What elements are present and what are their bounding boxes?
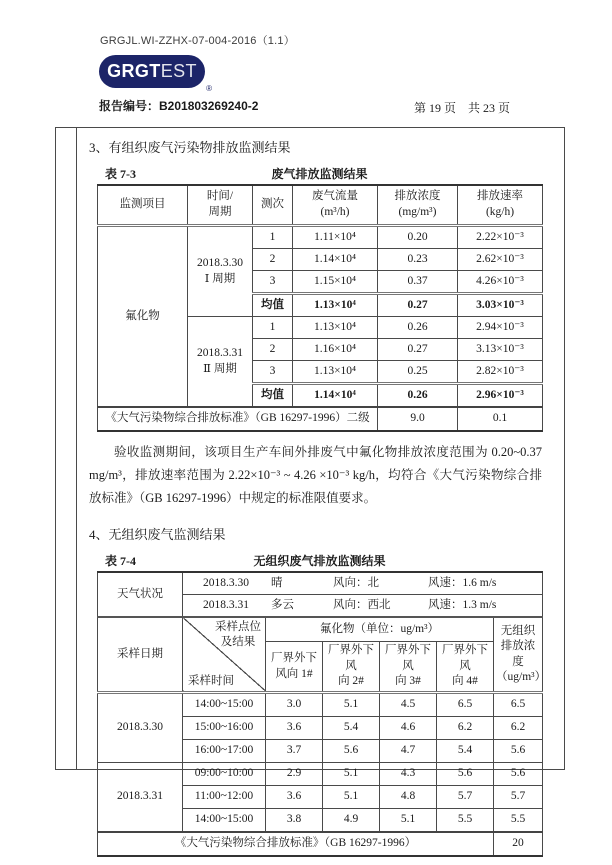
cell-date-1: 2018.3.30 <box>98 692 183 762</box>
cell: 4.26×10⁻³ <box>458 271 543 294</box>
cell: 0.25 <box>378 361 458 384</box>
cell: 1.15×10⁴ <box>293 271 378 294</box>
cell: 4.8 <box>380 785 437 808</box>
cell: 4.5 <box>380 692 437 716</box>
report-number-line <box>99 97 258 114</box>
cell: 1 <box>253 317 293 339</box>
cell: 09:00~10:00 <box>183 762 266 785</box>
column-header-point-2: 厂界外下风 向 2# <box>323 642 380 693</box>
table-7-4-header-row-1 <box>98 617 543 642</box>
logo-text-light: EST <box>160 61 197 81</box>
cell: 5.1 <box>380 808 437 832</box>
section-4-title: 4、无组织废气监测结果 <box>89 527 226 543</box>
column-header-fugitive-concentration: 无组织 排放浓度 （ug/m³） <box>494 617 543 692</box>
cell: 14:00~15:00 <box>183 808 266 832</box>
cell: 5.5 <box>494 808 543 832</box>
cell: 1.16×10⁴ <box>293 339 378 361</box>
table-7-3-header-row <box>98 185 543 226</box>
cell: 5.1 <box>323 762 380 785</box>
cell: 5.6 <box>323 739 380 762</box>
content-area <box>77 128 564 850</box>
cell: 3.7 <box>266 739 323 762</box>
cell: 5.6 <box>437 762 494 785</box>
table-7-3 <box>97 184 543 432</box>
cell-mean-label: 均值 <box>253 294 293 317</box>
cell: 6.2 <box>437 716 494 739</box>
cell: 14:00~15:00 <box>183 692 266 716</box>
table-row <box>98 226 543 249</box>
table-7-4-caption <box>97 552 542 569</box>
column-header-pollutant: 氟化物（单位：ug/m³） <box>266 617 494 642</box>
cell: 0.26 <box>378 384 458 408</box>
cell: 1 <box>253 226 293 249</box>
column-header-sample-date: 采样日期 <box>98 617 183 692</box>
cell-weather-info-2: 2018.3.31 多云 风向：西北 风速：1.3 m/s <box>183 595 543 618</box>
table-row <box>98 762 543 785</box>
cell: 5.4 <box>323 716 380 739</box>
cell: 5.7 <box>437 785 494 808</box>
cell: 2.96×10⁻³ <box>458 384 543 408</box>
cell: 0.37 <box>378 271 458 294</box>
cell: 2 <box>253 339 293 361</box>
cell: 5.1 <box>323 692 380 716</box>
cell: 4.7 <box>380 739 437 762</box>
diagonal-header-cell: 采样点位 及结果 采样时间 <box>183 617 266 692</box>
cell-weather-info-1: 2018.3.30 晴 风向：北 风速：1.6 m/s <box>183 572 543 595</box>
cell: 2 <box>253 249 293 271</box>
cell: 0.27 <box>378 294 458 317</box>
table-7-4-title: 无组织废气排放监测结果 <box>253 554 386 569</box>
cell-standard-value: 20 <box>494 832 543 856</box>
registered-mark-icon: ® <box>206 84 212 93</box>
cell: 3.8 <box>266 808 323 832</box>
table-row <box>98 692 543 716</box>
page-indicator: 第 19 页 共 23 页 <box>414 101 511 115</box>
cell: 2.94×10⁻³ <box>458 317 543 339</box>
cell: 3 <box>253 271 293 294</box>
table-7-3-label: 表 7-3 <box>105 167 136 181</box>
grgtest-logo <box>99 55 212 93</box>
cell: 4.9 <box>323 808 380 832</box>
column-header-point-1: 厂界外下 风向 1# <box>266 642 323 693</box>
cell: 5.7 <box>494 785 543 808</box>
column-header-concentration: 排放浓度 (mg/m³) <box>378 185 458 226</box>
cell: 0.23 <box>378 249 458 271</box>
cell: 5.1 <box>323 785 380 808</box>
cell: 3.03×10⁻³ <box>458 294 543 317</box>
cell: 0.20 <box>378 226 458 249</box>
column-header-rate: 排放速率 (kg/h) <box>458 185 543 226</box>
cell: 6.5 <box>494 692 543 716</box>
cell: 0.26 <box>378 317 458 339</box>
cell: 3.13×10⁻³ <box>458 339 543 361</box>
table-7-3-title: 废气排放监测结果 <box>271 167 368 181</box>
column-header-flow: 废气流量 (m³/h) <box>293 185 378 226</box>
table-7-3-caption <box>97 165 542 182</box>
cell: 5.6 <box>494 739 543 762</box>
column-header-point-3: 厂界外下风 向 3# <box>380 642 437 693</box>
cell: 1.13×10⁴ <box>293 317 378 339</box>
cell: 2.82×10⁻³ <box>458 361 543 384</box>
cell-standard-label: 《大气污染物综合排放标准》（GB 16297-1996）二级 <box>98 407 378 431</box>
document-code: GRGJL.WI-ZZHX-07-004-2016（1.1） <box>100 35 295 47</box>
report-number-label: 报告编号： <box>99 99 160 113</box>
cell: 3.6 <box>266 716 323 739</box>
cell: 1.13×10⁴ <box>293 294 378 317</box>
cell-period-1: 2018.3.30 Ⅰ 周期 <box>188 226 253 317</box>
cell: 5.4 <box>437 739 494 762</box>
cell: 15:00~16:00 <box>183 716 266 739</box>
column-header-period: 时间/ 周期 <box>188 185 253 226</box>
cell-date-2: 2018.3.31 <box>98 762 183 832</box>
cell: 1.11×10⁴ <box>293 226 378 249</box>
column-header-point-4: 厂界外下风 向 4# <box>437 642 494 693</box>
cell: 5.6 <box>494 762 543 785</box>
cell: 2.62×10⁻³ <box>458 249 543 271</box>
cell-monitored-item: 氟化物 <box>98 226 188 408</box>
cell-standard-concentration: 9.0 <box>378 407 458 431</box>
cell: 4.3 <box>380 762 437 785</box>
cell: 11:00~12:00 <box>183 785 266 808</box>
cell: 3 <box>253 361 293 384</box>
table-7-4 <box>97 571 547 857</box>
logo-text-bold: GRGT <box>107 61 161 81</box>
conclusion-paragraph: 验收监测期间，该项目生产车间外排废气中氟化物排放浓度范围为 0.20~0.37 mg/m³，排放速率范围为 2.22×10⁻³ ~ 4.26 ×10⁻³ kg/h，均符合《大气污染物综合排放标准》（GB 16297-1996）中规定的标准限值要求。 <box>89 445 542 506</box>
cell: 3.0 <box>266 692 323 716</box>
cell: 1.14×10⁴ <box>293 249 378 271</box>
column-header-times: 测次 <box>253 185 293 226</box>
cell: 5.5 <box>437 808 494 832</box>
cell: 0.27 <box>378 339 458 361</box>
cell: 2.9 <box>266 762 323 785</box>
cell: 6.2 <box>494 716 543 739</box>
column-header-item: 监测项目 <box>98 185 188 226</box>
cell: 1.13×10⁴ <box>293 361 378 384</box>
cell-mean-label: 均值 <box>253 384 293 408</box>
table-row-standard <box>98 407 543 431</box>
weather-row-1 <box>98 572 543 595</box>
cell: 16:00~17:00 <box>183 739 266 762</box>
cell: 4.6 <box>380 716 437 739</box>
cell-weather-label: 天气状况 <box>98 572 183 617</box>
cell-standard-label: 《大气污染物综合排放标准》（GB 16297-1996） <box>98 832 494 856</box>
cell-period-2: 2018.3.31 Ⅱ 周期 <box>188 317 253 408</box>
section-3-title: 3、有组织废气污染物排放监测结果 <box>89 140 291 155</box>
cell: 6.5 <box>437 692 494 716</box>
table-7-4-label: 表 7-4 <box>105 554 136 569</box>
cell: 2.22×10⁻³ <box>458 226 543 249</box>
cell: 3.6 <box>266 785 323 808</box>
report-number-value: B201803269240-2 <box>159 99 259 113</box>
content-frame <box>55 127 565 850</box>
cell: 1.14×10⁴ <box>293 384 378 408</box>
table-row-standard <box>98 832 543 856</box>
cell-standard-rate: 0.1 <box>458 407 543 431</box>
